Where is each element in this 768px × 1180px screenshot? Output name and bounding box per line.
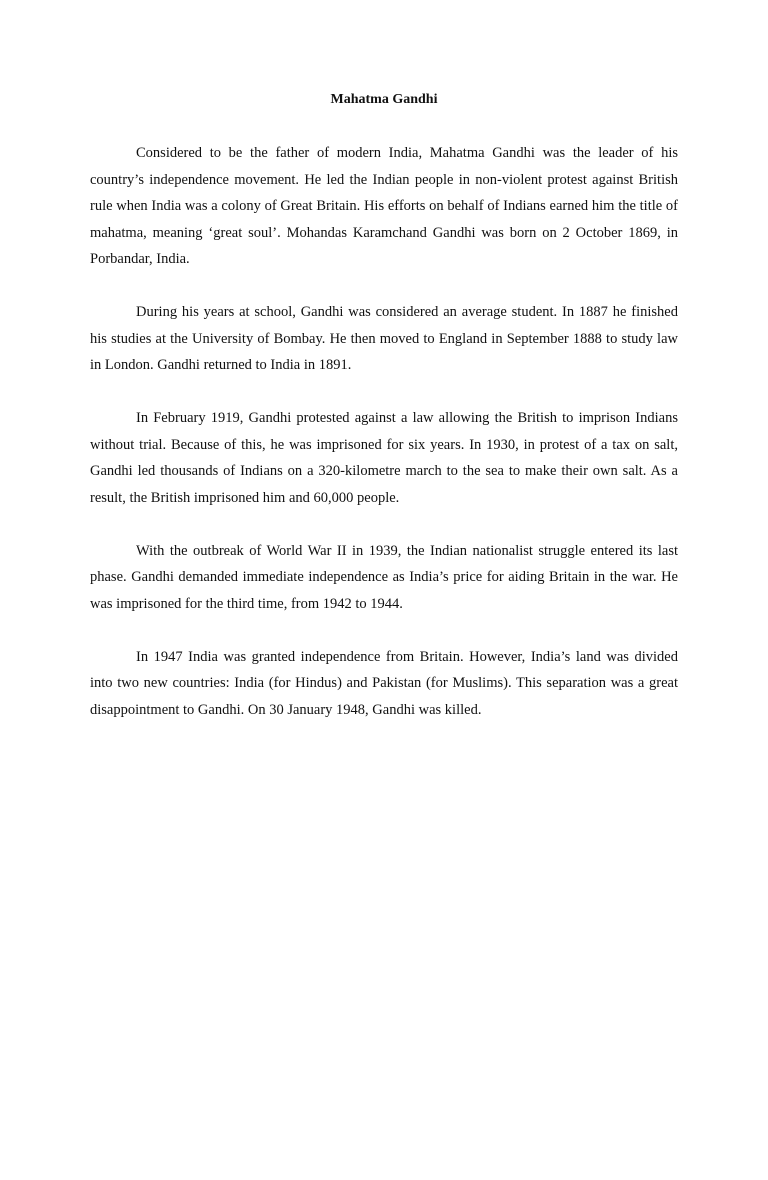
paragraph-4: With the outbreak of World War II in 1939, the Indian nationalist struggle entered its last phase. Gandhi demanded immediate independence as India’s price for aiding Britain in the war. He was imprisoned for the third time, from 1942 to 1944. [90,542,678,612]
paragraph-5: In 1947 India was granted independence from Britain. However, India’s land was divided into two new countries: India (for Hindus) and Pakistan (for Muslims). This separation was a great disappointment to Gandhi. On 30 January 1948, Gandhi was killed. [90,648,678,718]
paragraph-3: In February 1919, Gandhi protested against a law allowing the British to imprison Indians without trial. Because of this, he was imprisoned for six years. In 1930, in protest of a tax on salt, Gandhi led thousands of Indians on a 320-kilometre march to the sea to make their own salt. As a result, the British imprisoned him and 60,000 people. [90,410,678,506]
paragraph-1: Considered to be the father of modern India, Mahatma Gandhi was the leader of his country’s independence movement. He led the Indian people in non-violent protest against British rule when India was a colony of Great Britain. His efforts on behalf of Indians earned him the title of mahatma, meaning ‘great soul’. Mohandas Karamchand Gandhi was born on 2 October 1869, in Porbandar, India. [90,145,678,267]
paragraph-2: During his years at school, Gandhi was considered an average student. In 1887 he finished his studies at the University of Bombay. He then moved to England in September 1888 to study law in London. Gandhi returned to India in 1891. [90,304,678,373]
document-title: Mahatma Gandhi [330,92,438,107]
document-body [90,140,678,750]
